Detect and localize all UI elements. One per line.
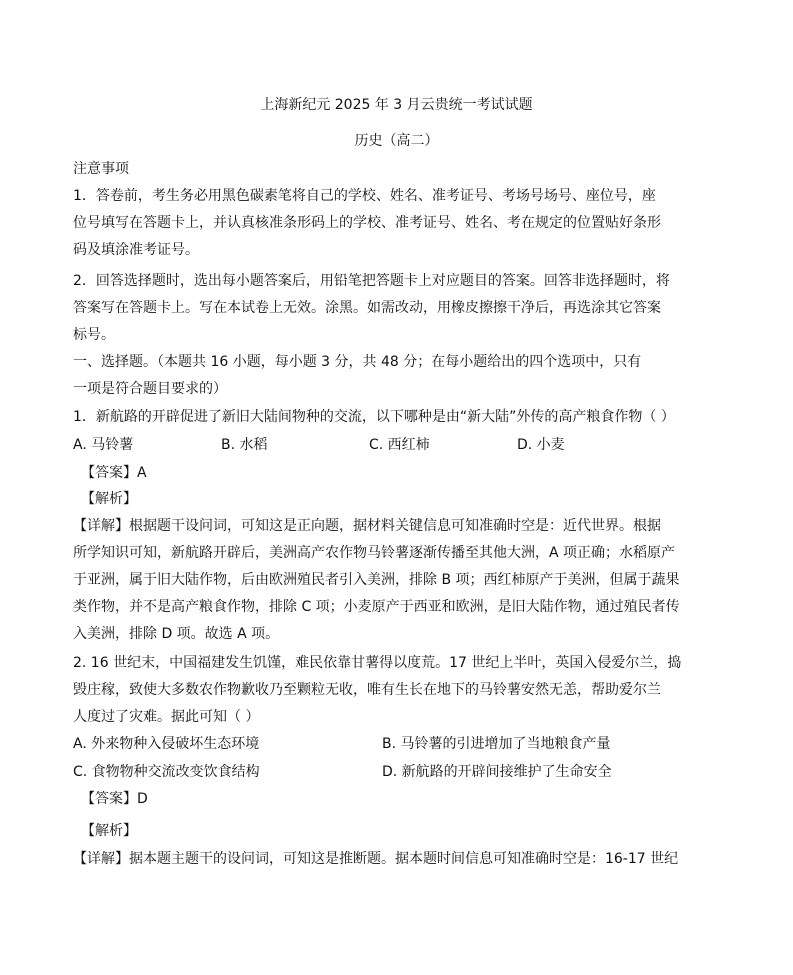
question-1-detail-line-5: 入美洲，排除 D 项。故选 A 项。 xyxy=(73,626,280,642)
notice-item-2-line-1: 2．回答选择题时，选出每小题答案后，用铅笔把答题卡上对应题目的答案。回答非选择题时，将 xyxy=(73,273,670,289)
question-1-option-a: A. 马铃薯 xyxy=(73,437,134,453)
question-2-option-d: D. 新航路的开辟间接维护了生命安全 xyxy=(382,764,612,780)
question-2-option-b: B. 马铃薯的引进增加了当地粮食产量 xyxy=(382,736,611,752)
question-1-detail-line-3: 于亚洲，属于旧大陆作物，后由欧洲殖民者引入美洲，排除 B 项；西红柿原产于美洲，但属于蔬果 xyxy=(73,572,680,588)
question-1-detail-line-1: 【详解】根据题干设问词，可知这是正向题，据材料关键信息可知准确时空是：近代世界。根据 xyxy=(73,518,661,534)
question-1-answer: 【答案】A xyxy=(81,465,147,481)
question-2-option-c: C. 食物物种交流改变饮食结构 xyxy=(73,764,260,780)
exam-title: 上海新纪元 2025 年 3 月云贵统一考试试题 xyxy=(260,97,533,113)
question-1-detail-line-4: 类作物，并不是高产粮食作物，排除 C 项；小麦原产于西亚和欧洲，是旧大陆作物，通过殖民者传 xyxy=(73,599,680,615)
question-2-detail-line-1: 【详解】据本题主题干的设问词，可知这是推断题。据本题时间信息可知准确时空是：16-17 世纪 xyxy=(73,851,679,867)
section-1-heading-line-1: 一、选择题。（本题共 16 小题，每小题 3 分，共 48 分；在每小题给出的四个选项中，只有 xyxy=(73,354,642,370)
notice-heading: 注意事项 xyxy=(73,161,129,177)
notice-item-1-line-1: 1．答卷前，考生务必用黑色碳素笔将自己的学校、姓名、准考证号、考场号场号、座位号，座 xyxy=(73,188,656,204)
question-2-stem-line-3: 人度过了灾难。据此可知（ ） xyxy=(73,709,260,725)
question-1-analysis-label: 【解析】 xyxy=(81,491,137,507)
question-1-stem: 1．新航路的开辟促进了新旧大陆间物种的交流，以下哪种是由“新大陆”外传的高产粮食作物（ ） xyxy=(73,409,675,425)
question-1-option-b: B. 水稻 xyxy=(221,437,268,453)
question-2-option-a: A. 外来物种入侵破坏生态环境 xyxy=(73,736,260,752)
question-1-detail-line-2: 所学知识可知，新航路开辟后，美洲高产农作物马铃薯逐渐传播至其他大洲，A 项正确；水稻原产 xyxy=(73,545,676,561)
exam-subtitle: 历史（高二） xyxy=(354,133,439,149)
notice-item-2-line-2: 答案写在答题卡上。写在本试卷上无效。涂黑。如需改动，用橡皮擦擦干净后，再选涂其它答案 xyxy=(73,300,661,316)
question-2-answer: 【答案】D xyxy=(81,791,148,807)
question-2-stem-line-2: 毁庄稼，致使大多数农作物歉收乃至颗粒无收，唯有生长在地下的马铃薯安然无恙，帮助爱尔兰 xyxy=(73,682,661,698)
section-1-heading-line-2: 一项是符合题目要求的） xyxy=(73,381,227,397)
question-1-option-c: C. 西红柿 xyxy=(369,437,430,453)
notice-item-2-line-3: 标号。 xyxy=(73,327,115,343)
notice-item-1-line-3: 码及填涂准考证号。 xyxy=(73,242,199,258)
question-2-analysis-label: 【解析】 xyxy=(81,823,137,839)
question-1-option-d: D. 小麦 xyxy=(517,437,565,453)
question-2-stem-line-1: 2. 16 世纪末，中国福建发生饥馑，难民依靠甘薯得以度荒。17 世纪上半叶，英国入侵爱尔兰，捣 xyxy=(73,655,682,671)
notice-item-1-line-2: 位号填写在答题卡上，并认真核准条形码上的学校、准考证号、姓名、考在规定的位置贴好条形 xyxy=(73,215,661,231)
